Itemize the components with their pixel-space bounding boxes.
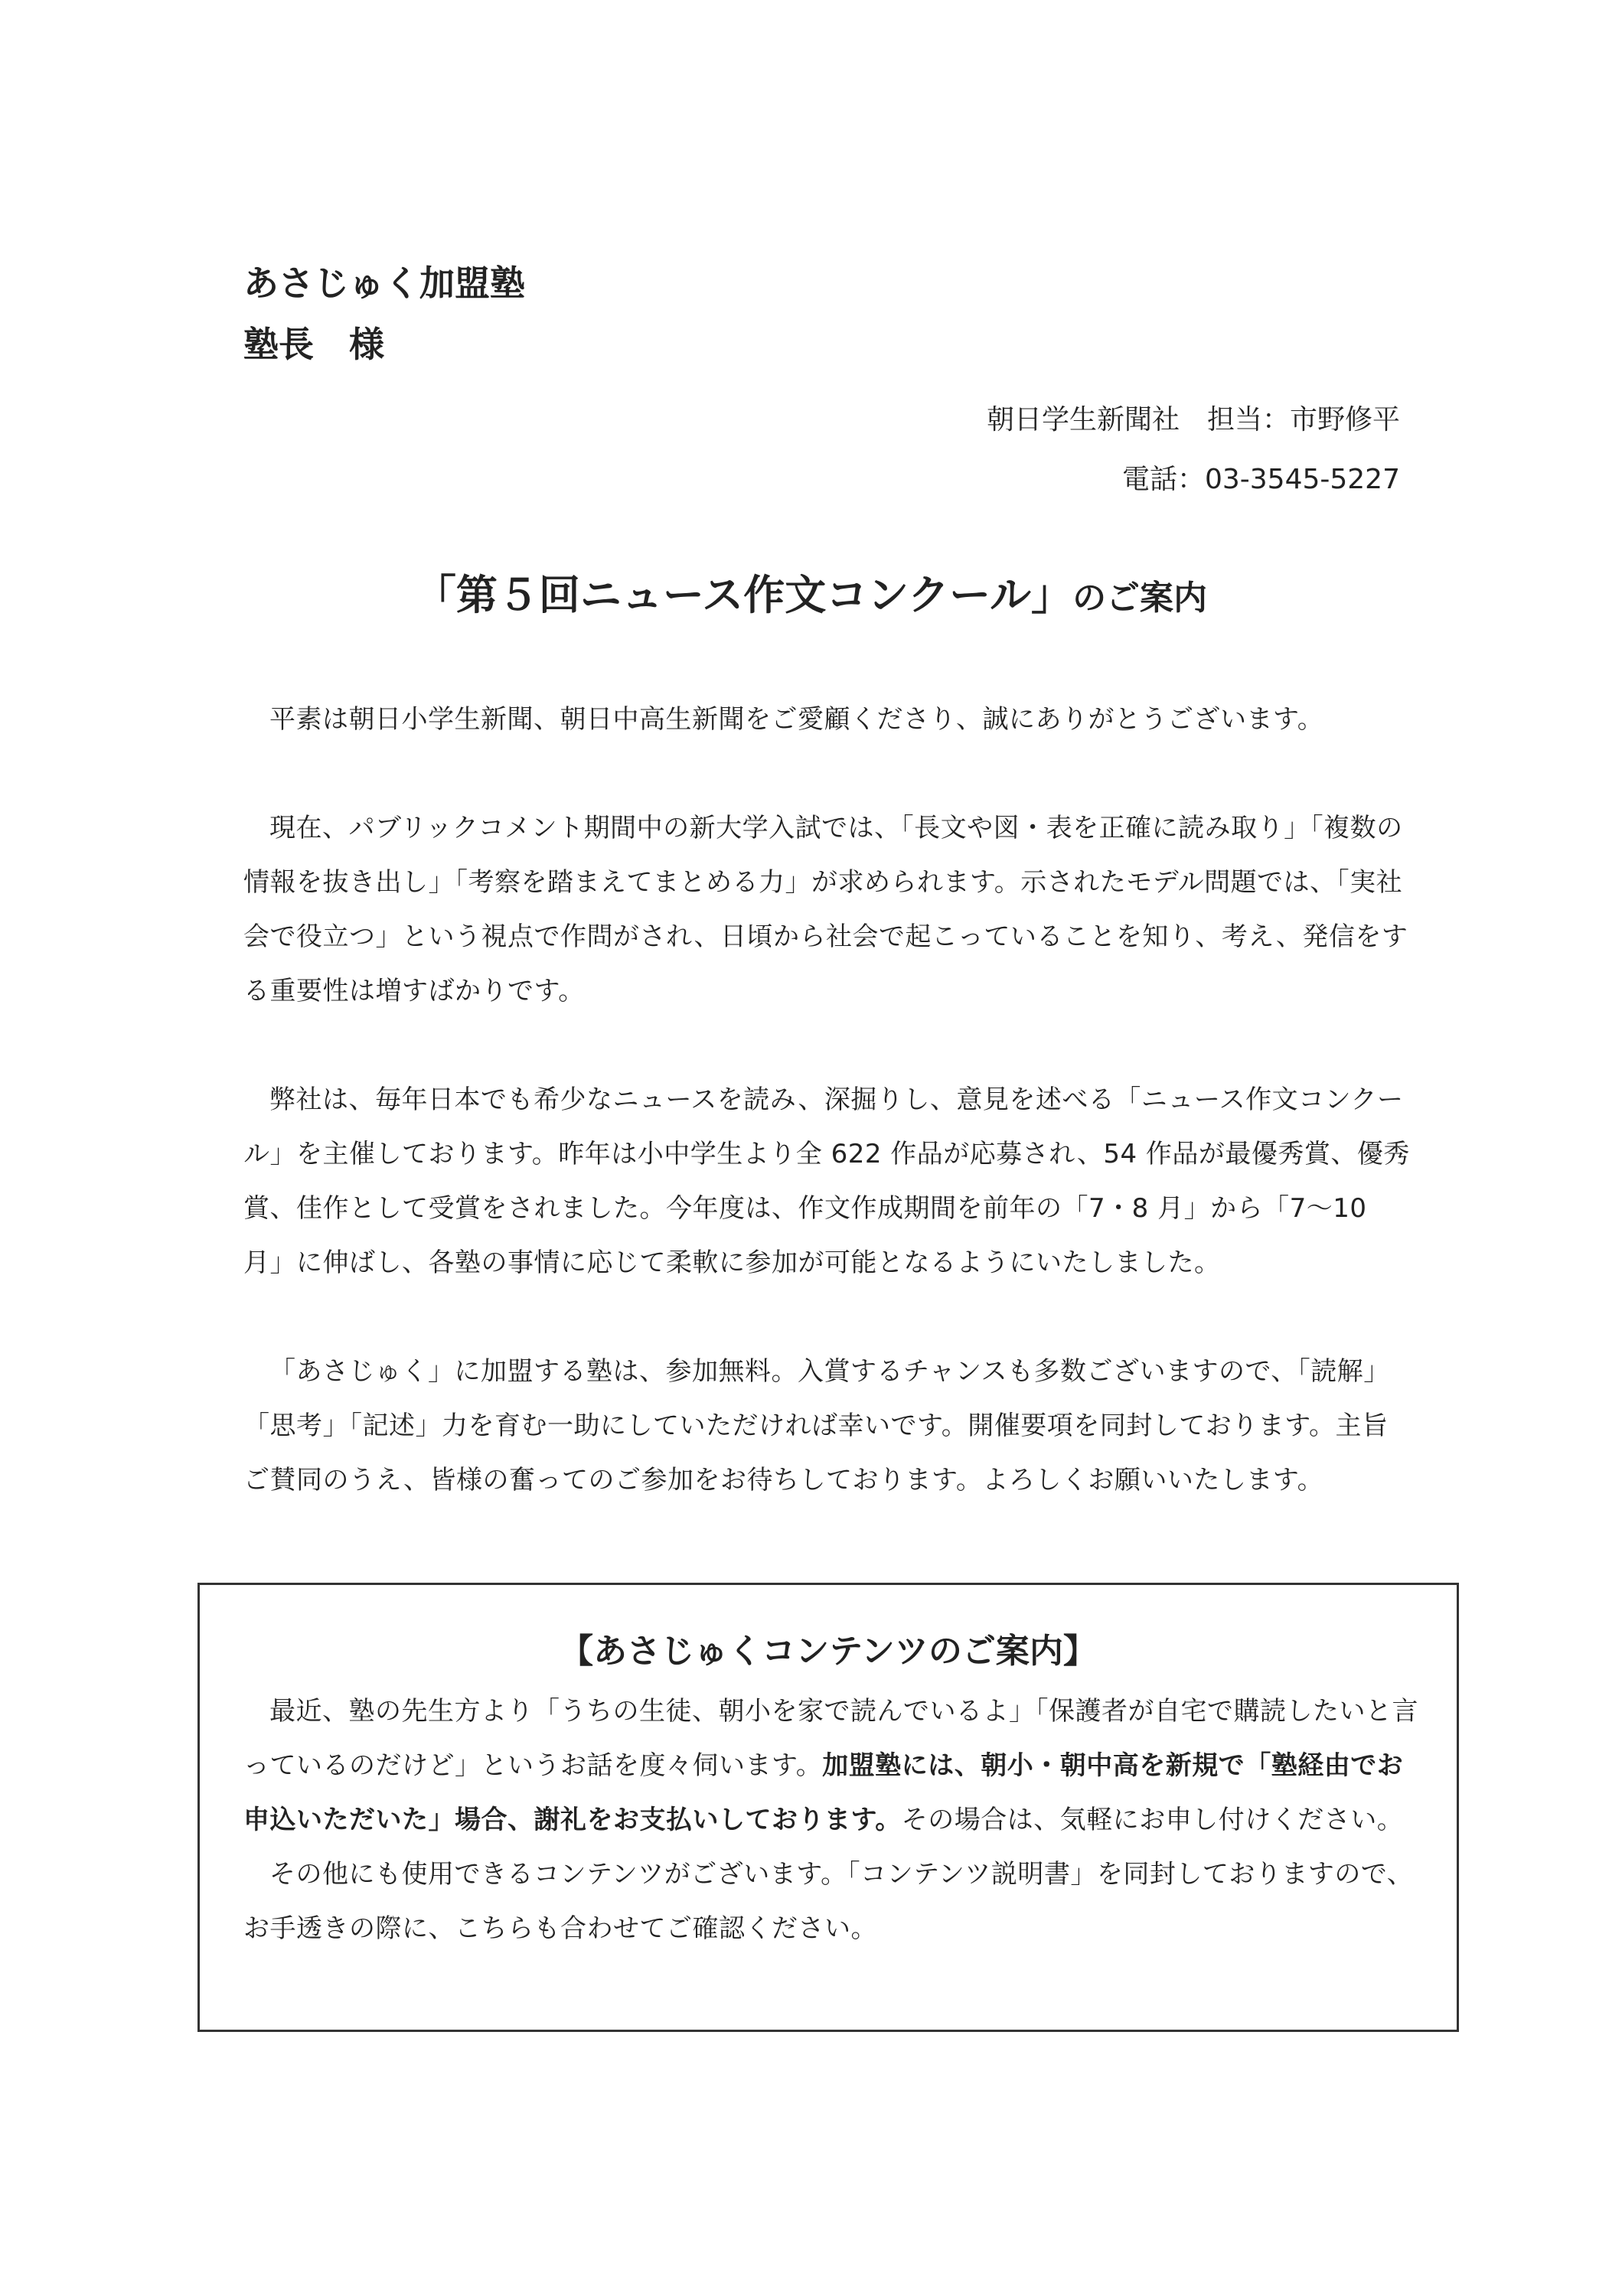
contents-info-box xyxy=(197,1583,1459,2032)
body-paragraph-invitation: 「あさじゅく」に加盟する塾は、参加無料。入賞するチャンスも多数ございますので、「読解」「思考」「記述」力を育む一助にしていただければ幸いです。開催要項を同封しております。主旨ご賛同のうえ、皆様の奮ってのご参加をお待ちしております。よろしくお願いいたします。 xyxy=(243,1356,1390,1495)
box-paragraph-reward-notice: 加盟塾には、朝小・朝中高を新規で「塾経由でお申込いただいた」場合、謝礼をお支払いしております。 xyxy=(243,1750,1404,1835)
box-paragraph-subscription xyxy=(243,1684,1418,1848)
title-suffix: のご案内 xyxy=(1072,579,1208,618)
recipient-block xyxy=(243,253,525,375)
sender-company-contact: 朝日学生新聞社 担当：市野修平 xyxy=(986,404,1400,435)
sender-phone: 電話：03-3545-5227 xyxy=(1121,464,1400,495)
body-paragraph-contest: 弊社は、毎年日本でも希少なニュースを読み、深掘りし、意見を述べる「ニュース作文コンクール」を主催しております。昨年は小中学生より全 622 作品が応募され、54 作品が最優秀賞、優秀賞、佳作として受賞をされました。今年度は、作文作成期間を前年の「7・8 月」から「7～10 月」に伸ばし、各塾の事情に応じて柔軟に参加が可能となるようにいたしました。 xyxy=(243,1084,1410,1278)
body-paragraph-entrance-exam: 現在、パブリックコメント期間中の新大学入試では、「長文や図・表を正確に読み取り」「複数の情報を抜き出し」「考察を踏まえてまとめる力」が求められます。示されたモデル問題では、「実社会で役立つ」という視点で作問がされ、日頃から社会で起こっていることを知り、考え、発信をする重要性は増すばかりです。 xyxy=(243,813,1408,1006)
box-paragraph-other-contents: その他にも使用できるコンテンツがございます。「コンテンツ説明書」を同封しておりますので、お手透きの際に、こちらも合わせてご確認ください。 xyxy=(243,1859,1414,1944)
recipient-title: 塾長 様 xyxy=(243,324,384,365)
title-main: 「第５回ニュース作文コンクール」 xyxy=(414,571,1073,619)
body-paragraph-greeting: 平素は朝日小学生新聞、朝日中高生新聞をご愛顧くださり、誠にありがとうございます。 xyxy=(269,704,1324,735)
box-title: 【あさじゅくコンテンツのご案内】 xyxy=(560,1632,1097,1671)
box-paragraph-closing: その場合は、気軽にお申し付けください。 xyxy=(901,1805,1404,1835)
box-body xyxy=(243,1684,1418,1956)
sender-block xyxy=(987,390,1400,510)
document-title xyxy=(0,563,1622,621)
box-paragraph-intro: 最近、塾の先生方より「うちの生徒、朝小を家で読んでいるよ」「保護者が自宅で購読したいと言っているのだけど」というお話を度々伺います。 xyxy=(243,1696,1418,1781)
letter-body xyxy=(243,693,1415,1562)
recipient-organization: あさじゅく加盟塾 xyxy=(243,263,525,304)
